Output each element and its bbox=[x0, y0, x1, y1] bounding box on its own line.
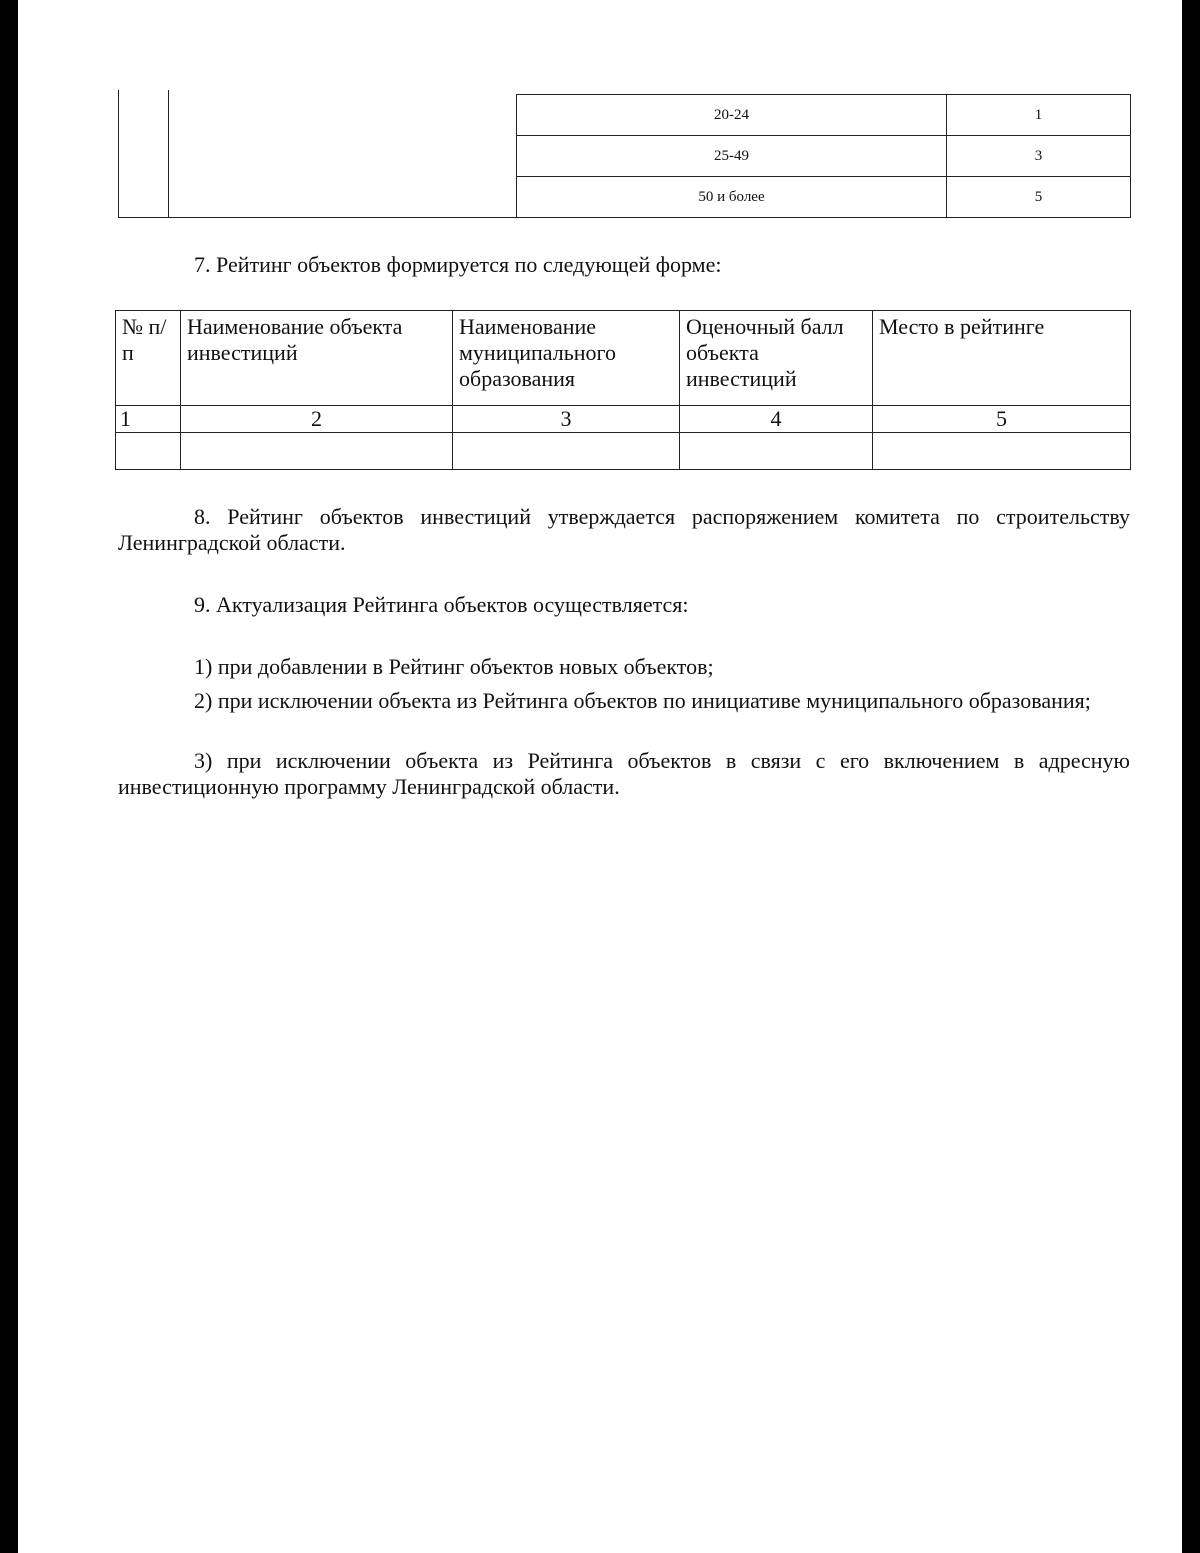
table-border-left bbox=[118, 90, 119, 218]
section-9-item-3: 3) при исключении объекта из Рейтинга объектов в связи с его включением в адресную инвестиционную программу Ленинградской области. bbox=[118, 748, 1130, 799]
header-place: Место в рейтинге bbox=[873, 311, 1131, 406]
rating-form-table bbox=[115, 310, 1131, 470]
range-cell: 25-49 bbox=[517, 136, 947, 177]
continuation-table bbox=[118, 90, 1130, 218]
table-row bbox=[517, 136, 1131, 177]
section-9-paragraph: 9. Актуализация Рейтинга объектов осуществляется: bbox=[194, 592, 689, 617]
section-7-paragraph: 7. Рейтинг объектов формируется по следующей форме: bbox=[194, 252, 722, 277]
table-row bbox=[517, 95, 1131, 136]
header-municipality-name: Наименование муниципального образования bbox=[453, 311, 680, 406]
header-score: Оценочный балл объекта инвестиций bbox=[680, 311, 873, 406]
header-number: № п/п bbox=[116, 311, 181, 406]
section-9-item-2: 2) при исключении объекта из Рейтинга объектов по инициативе муниципального образования; bbox=[194, 688, 1091, 713]
score-cell: 1 bbox=[947, 95, 1131, 136]
range-cell: 50 и более bbox=[517, 177, 947, 218]
score-cell: 5 bbox=[947, 177, 1131, 218]
column-number: 4 bbox=[680, 406, 873, 433]
table-header-row bbox=[116, 311, 1131, 406]
table-row bbox=[116, 406, 1131, 433]
table-row bbox=[116, 433, 1131, 470]
column-number: 2 bbox=[181, 406, 453, 433]
range-cell: 20-24 bbox=[517, 95, 947, 136]
column-number: 1 bbox=[116, 406, 181, 433]
score-cell: 3 bbox=[947, 136, 1131, 177]
empty-cell bbox=[116, 433, 181, 470]
header-object-name: Наименование объекта инвестиций bbox=[181, 311, 453, 406]
document-page bbox=[18, 0, 1182, 1553]
table-row bbox=[517, 177, 1131, 218]
column-number: 5 bbox=[873, 406, 1131, 433]
empty-cell bbox=[680, 433, 873, 470]
empty-cell bbox=[181, 433, 453, 470]
section-8-paragraph: 8. Рейтинг объектов инвестиций утверждается распоряжением комитета по строительству Ленинградской области. bbox=[118, 504, 1130, 555]
column-number: 3 bbox=[453, 406, 680, 433]
empty-cell bbox=[453, 433, 680, 470]
score-table bbox=[516, 94, 1131, 218]
table-border-column bbox=[168, 90, 169, 218]
empty-cell bbox=[873, 433, 1131, 470]
section-9-item-1: 1) при добавлении в Рейтинг объектов новых объектов; bbox=[194, 654, 714, 679]
